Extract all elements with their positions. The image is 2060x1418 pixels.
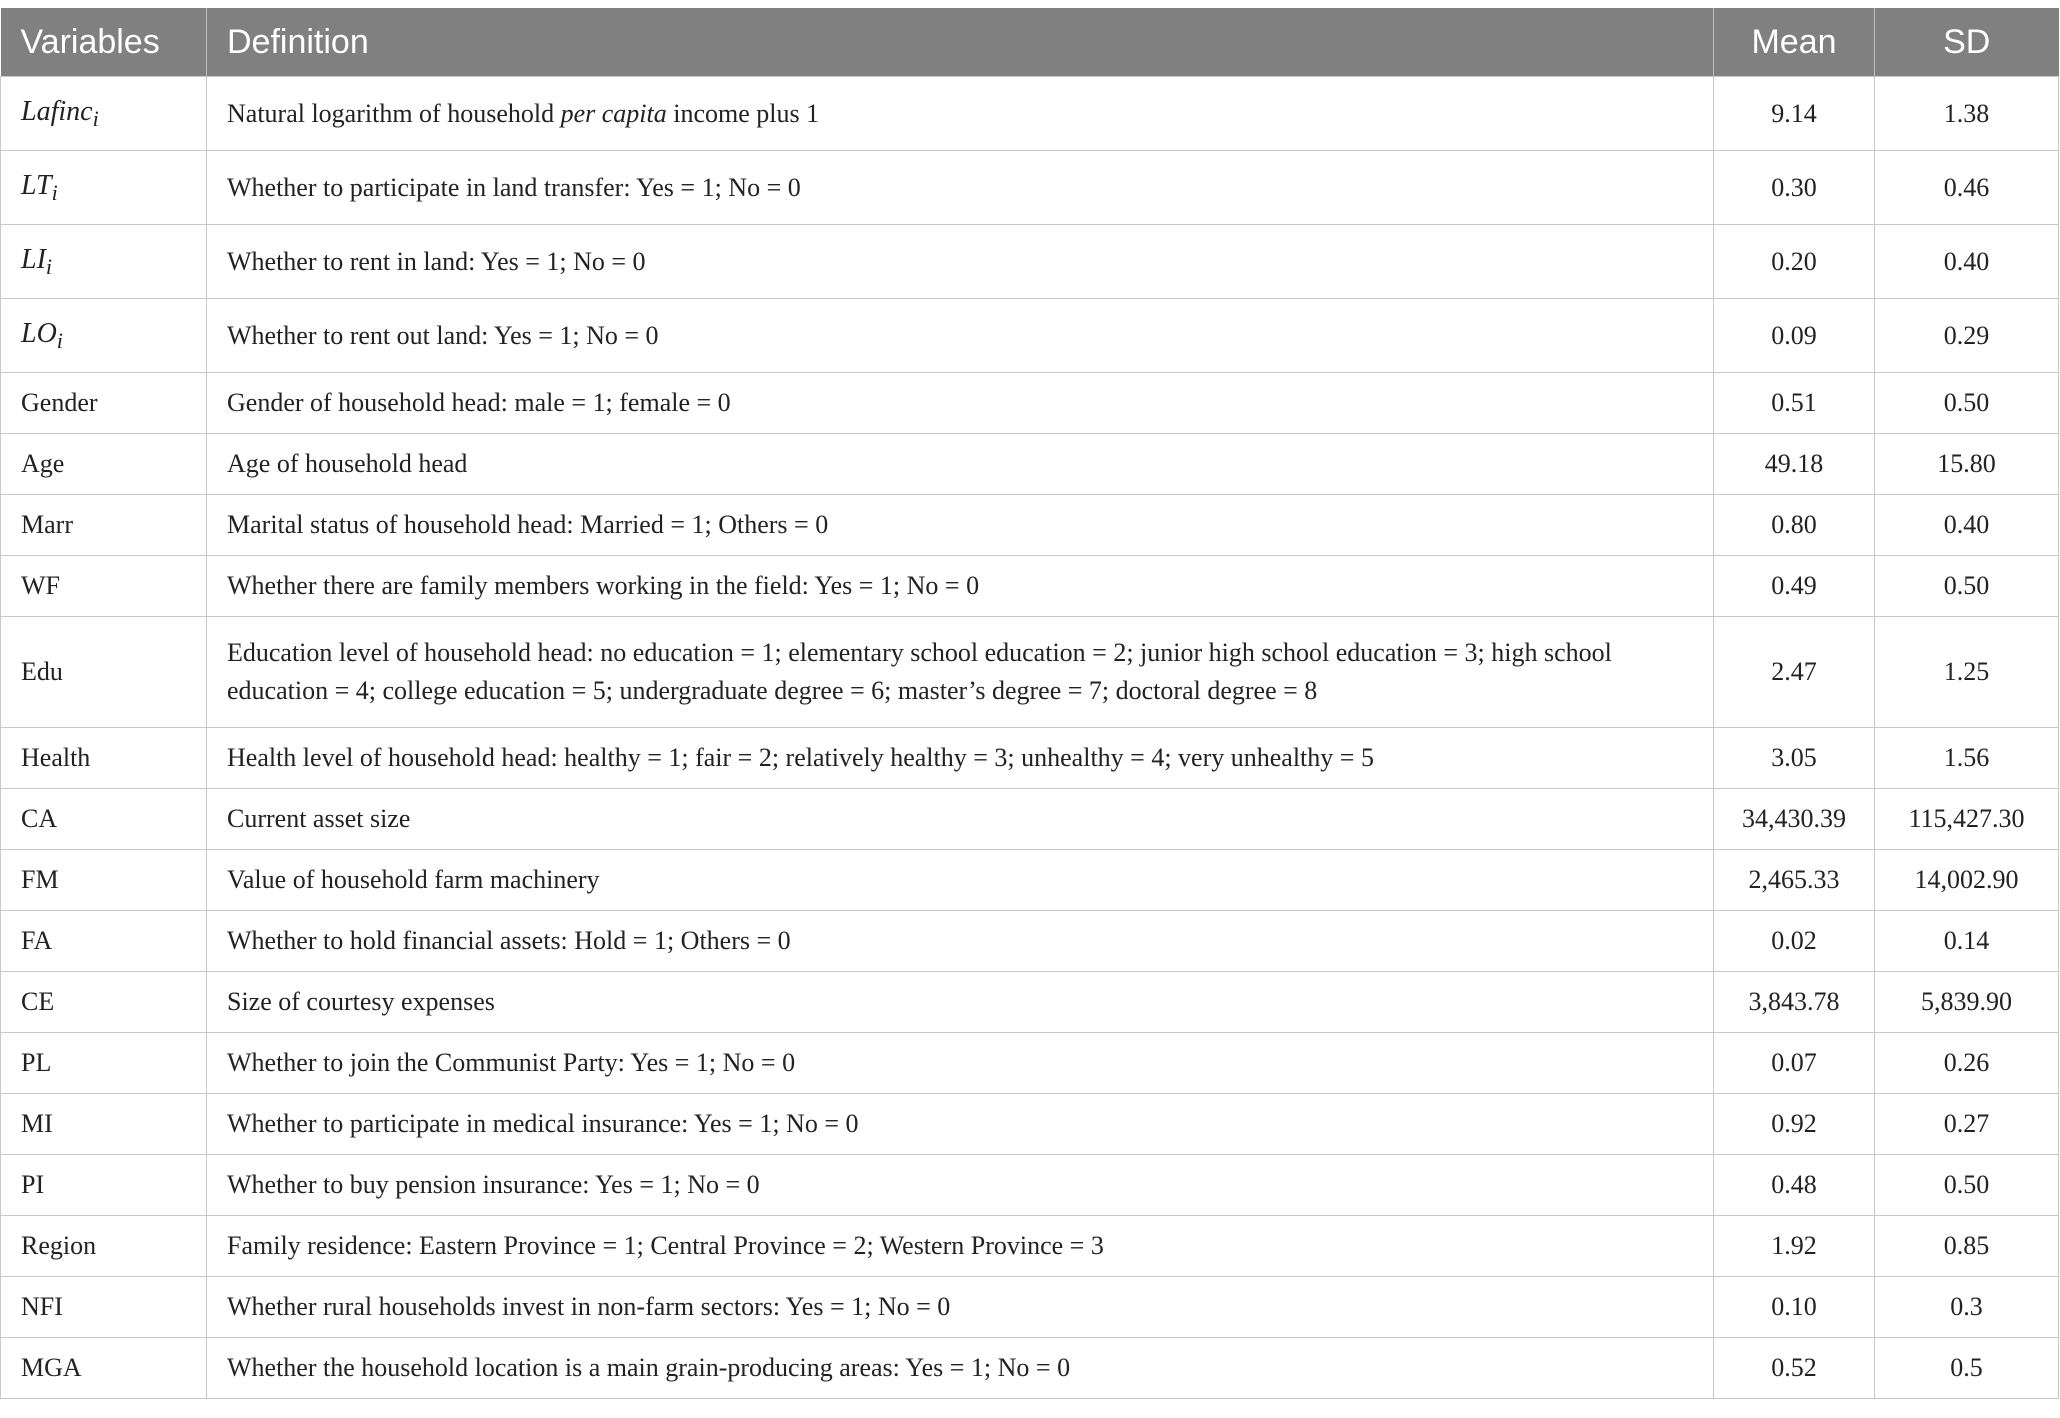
variable-cell: MGA: [1, 1338, 207, 1399]
sd-cell: 0.46: [1875, 151, 2059, 225]
variable-cell: [1, 151, 207, 225]
variable-cell: FA: [1, 911, 207, 972]
variable-cell: Edu: [1, 617, 207, 728]
mean-cell: 0.80: [1714, 495, 1875, 556]
table-row: [1, 1216, 2059, 1277]
definition-cell: Education level of household head: no education = 1; elementary school education = 2; junior high school education = 3; high school education = 4; college education = 5; undergraduate degree = 6; master’s degree = 7; doctoral degree = 8: [207, 617, 1714, 728]
variable-cell: NFI: [1, 1277, 207, 1338]
variable-cell: Region: [1, 1216, 207, 1277]
table-row: [1, 77, 2059, 151]
sd-cell: 0.50: [1875, 373, 2059, 434]
table-row: [1, 911, 2059, 972]
mean-cell: 1.92: [1714, 1216, 1875, 1277]
definition-cell: Whether to join the Communist Party: Yes = 1; No = 0: [207, 1033, 1714, 1094]
variable-cell: CE: [1, 972, 207, 1033]
mean-cell: 9.14: [1714, 77, 1875, 151]
definition-cell: Current asset size: [207, 789, 1714, 850]
sd-cell: 14,002.90: [1875, 850, 2059, 911]
mean-cell: 0.48: [1714, 1155, 1875, 1216]
definition-cell: Family residence: Eastern Province = 1; Central Province = 2; Western Province = 3: [207, 1216, 1714, 1277]
definition-cell: Whether there are family members working in the field: Yes = 1; No = 0: [207, 556, 1714, 617]
definition-cell: Whether the household location is a main grain-producing areas: Yes = 1; No = 0: [207, 1338, 1714, 1399]
definition-cell: Whether to participate in land transfer: Yes = 1; No = 0: [207, 151, 1714, 225]
header-variables: Variables: [1, 8, 207, 77]
table-row: [1, 850, 2059, 911]
variable-name: $LI_i$: [21, 244, 53, 280]
table-row: [1, 434, 2059, 495]
table-row: [1, 225, 2059, 299]
variable-cell: [1, 225, 207, 299]
definition-cell: Health level of household head: healthy = 1; fair = 2; relatively healthy = 3; unhealthy = 4; very unhealthy = 5: [207, 728, 1714, 789]
variable-name: $LT_i$: [21, 170, 58, 206]
variable-cell: FM: [1, 850, 207, 911]
mean-cell: 0.09: [1714, 299, 1875, 373]
sd-cell: 15.80: [1875, 434, 2059, 495]
header-row: [1, 8, 2059, 77]
table-row: [1, 556, 2059, 617]
variable-name: $LO_i$: [21, 318, 63, 354]
table-row: [1, 617, 2059, 728]
definition-cell: Marital status of household head: Married = 1; Others = 0: [207, 495, 1714, 556]
variable-cell: Gender: [1, 373, 207, 434]
sd-cell: 1.38: [1875, 77, 2059, 151]
sd-cell: 0.5: [1875, 1338, 2059, 1399]
sd-cell: 0.26: [1875, 1033, 2059, 1094]
variable-cell: [1, 77, 207, 151]
header-mean: Mean: [1714, 8, 1875, 77]
definition-cell: Value of household farm machinery: [207, 850, 1714, 911]
table-row: [1, 495, 2059, 556]
variable-cell: Age: [1, 434, 207, 495]
mean-cell: 0.92: [1714, 1094, 1875, 1155]
variable-cell: PL: [1, 1033, 207, 1094]
definition-cell: Whether to rent in land: Yes = 1; No = 0: [207, 225, 1714, 299]
variable-cell: Marr: [1, 495, 207, 556]
variables-table: [0, 8, 2059, 1399]
sd-cell: 5,839.90: [1875, 972, 2059, 1033]
sd-cell: 0.27: [1875, 1094, 2059, 1155]
definition-cell: Whether to hold financial assets: Hold = 1; Others = 0: [207, 911, 1714, 972]
definition-cell: Whether rural households invest in non-farm sectors: Yes = 1; No = 0: [207, 1277, 1714, 1338]
mean-cell: 0.10: [1714, 1277, 1875, 1338]
variable-cell: [1, 299, 207, 373]
definition-cell: Whether to participate in medical insurance: Yes = 1; No = 0: [207, 1094, 1714, 1155]
variable-cell: PI: [1, 1155, 207, 1216]
sd-cell: 0.50: [1875, 556, 2059, 617]
table-body: [1, 77, 2059, 1399]
mean-cell: 3.05: [1714, 728, 1875, 789]
table-row: [1, 151, 2059, 225]
table-row: [1, 789, 2059, 850]
sd-cell: 0.3: [1875, 1277, 2059, 1338]
sd-cell: 0.29: [1875, 299, 2059, 373]
sd-cell: 0.85: [1875, 1216, 2059, 1277]
table-row: [1, 1338, 2059, 1399]
mean-cell: 0.02: [1714, 911, 1875, 972]
definition-cell: Gender of household head: male = 1; female = 0: [207, 373, 1714, 434]
mean-cell: 2,465.33: [1714, 850, 1875, 911]
table-row: [1, 1033, 2059, 1094]
definition-cell: Natural logarithm of household per capita income plus 1: [207, 77, 1714, 151]
definition-cell: Whether to buy pension insurance: Yes = 1; No = 0: [207, 1155, 1714, 1216]
mean-cell: 3,843.78: [1714, 972, 1875, 1033]
sd-cell: 0.40: [1875, 225, 2059, 299]
mean-cell: 0.51: [1714, 373, 1875, 434]
definition-cell: Whether to rent out land: Yes = 1; No = 0: [207, 299, 1714, 373]
sd-cell: 0.40: [1875, 495, 2059, 556]
mean-cell: 0.07: [1714, 1033, 1875, 1094]
mean-cell: 0.52: [1714, 1338, 1875, 1399]
mean-cell: 2.47: [1714, 617, 1875, 728]
variable-cell: WF: [1, 556, 207, 617]
mean-cell: 0.30: [1714, 151, 1875, 225]
mean-cell: 34,430.39: [1714, 789, 1875, 850]
variable-cell: CA: [1, 789, 207, 850]
definition-cell: Age of household head: [207, 434, 1714, 495]
sd-cell: 1.56: [1875, 728, 2059, 789]
mean-cell: 49.18: [1714, 434, 1875, 495]
variable-cell: MI: [1, 1094, 207, 1155]
mean-cell: 0.20: [1714, 225, 1875, 299]
table-row: [1, 299, 2059, 373]
table-row: [1, 1277, 2059, 1338]
table-row: [1, 373, 2059, 434]
sd-cell: 1.25: [1875, 617, 2059, 728]
sd-cell: 0.50: [1875, 1155, 2059, 1216]
header-definition: Definition: [207, 8, 1714, 77]
table-row: [1, 728, 2059, 789]
variable-name: Lafinc$_i$: [21, 96, 99, 132]
table-row: [1, 1094, 2059, 1155]
sd-cell: 115,427.30: [1875, 789, 2059, 850]
variable-cell: Health: [1, 728, 207, 789]
definition-cell: Size of courtesy expenses: [207, 972, 1714, 1033]
sd-cell: 0.14: [1875, 911, 2059, 972]
header-sd: SD: [1875, 8, 2059, 77]
table-header: [1, 8, 2059, 77]
table-row: [1, 972, 2059, 1033]
table-row: [1, 1155, 2059, 1216]
mean-cell: 0.49: [1714, 556, 1875, 617]
